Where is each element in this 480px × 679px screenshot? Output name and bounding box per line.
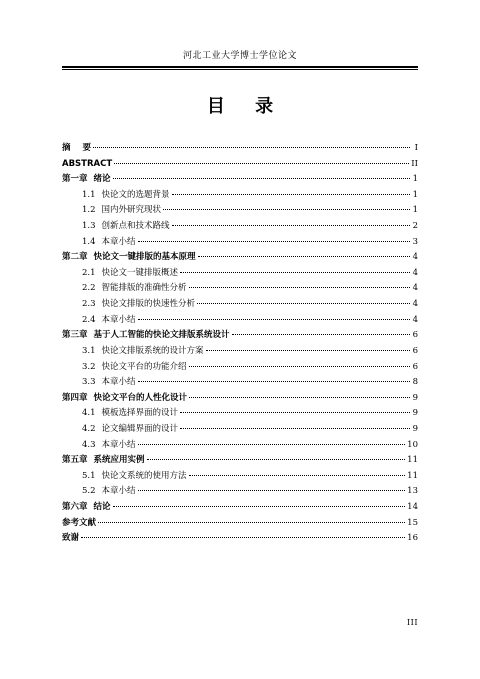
toc-entry-page: I — [414, 143, 418, 153]
toc-dot-leader — [98, 522, 405, 523]
toc-entry-number: 2.3 — [82, 299, 96, 310]
toc-entry-page: 8 — [412, 377, 418, 388]
toc-section-entry — [62, 203, 418, 219]
toc-entry-number: 1.1 — [82, 189, 96, 200]
toc-chapter-entry — [62, 453, 418, 469]
toc-entry-number: 1.4 — [82, 236, 96, 247]
toc-chapter-entry — [62, 328, 418, 344]
toc-section-entry — [62, 469, 418, 485]
running-header: 河北工业大学博士学位论文 — [182, 51, 297, 61]
toc-section-entry — [62, 297, 418, 313]
page-title: 目 录 — [206, 96, 286, 117]
toc-chapter-entry — [62, 531, 418, 547]
toc-entry-title: 本章小结 — [101, 439, 136, 450]
toc-dot-leader — [206, 350, 410, 351]
page-number: III — [407, 618, 418, 627]
toc-section-entry — [62, 219, 418, 235]
toc-entry-page: 4 — [412, 283, 418, 294]
toc-entry-number: 3.3 — [82, 377, 96, 388]
toc-entry-page: 6 — [412, 345, 418, 356]
toc-section-entry — [62, 188, 418, 204]
toc-entry-page: II — [411, 158, 418, 169]
toc-entry-page: 6 — [412, 330, 418, 341]
toc-dot-leader — [172, 225, 410, 226]
toc-entry-page: 4 — [412, 314, 418, 325]
toc-dot-leader — [138, 319, 410, 320]
toc-entry-page: 4 — [412, 252, 418, 263]
toc-entry-title: 快论文一键排版概述 — [101, 267, 179, 278]
toc-entry-title: 要 — [82, 143, 92, 153]
toc-section-entry — [62, 266, 418, 282]
toc-entry-title: 国内外研究现状 — [101, 205, 162, 216]
toc-dot-leader — [138, 490, 406, 491]
toc-entry-page: 4 — [412, 267, 418, 278]
toc-entry-page: 13 — [407, 486, 418, 497]
toc-section-entry — [62, 422, 418, 438]
toc-entry-number: 3.2 — [82, 361, 96, 372]
toc-entry-title: 快论文一键排版的基本原理 — [93, 252, 196, 263]
toc-entry-number: 5.1 — [82, 470, 96, 481]
toc-entry-title: 致谢 — [62, 533, 80, 544]
table-of-contents — [62, 141, 418, 547]
toc-dot-leader — [93, 147, 410, 148]
toc-section-entry — [62, 406, 418, 422]
toc-dot-leader — [189, 397, 410, 398]
toc-entry-number: 第四章 — [62, 392, 88, 403]
toc-dot-leader — [189, 475, 406, 476]
toc-dot-leader — [198, 256, 410, 257]
toc-entry-number: 第一章 — [62, 174, 88, 185]
toc-section-entry — [62, 438, 418, 454]
toc-dot-leader — [180, 412, 410, 413]
toc-entry-number: 2.2 — [82, 283, 96, 294]
toc-dot-leader — [189, 366, 410, 367]
toc-entry-page: 1 — [412, 205, 418, 216]
toc-entry-title: 本章小结 — [101, 486, 136, 497]
toc-entry-title: 本章小结 — [101, 377, 136, 388]
toc-entry-number: 4.3 — [82, 439, 96, 450]
toc-entry-page: 15 — [407, 517, 418, 528]
toc-entry-title: 论文编辑界面的设计 — [101, 423, 179, 434]
toc-dot-leader — [113, 506, 406, 507]
toc-entry-page: 3 — [412, 236, 418, 247]
toc-chapter-entry — [62, 157, 418, 173]
toc-entry-title: 快论文平台的功能介绍 — [101, 361, 187, 372]
toc-dot-leader — [180, 272, 410, 273]
toc-chapter-entry — [62, 516, 418, 532]
toc-entry-title: 快论文系统的使用方法 — [101, 470, 187, 481]
toc-entry-title: 本章小结 — [101, 314, 136, 325]
toc-chapter-entry — [62, 250, 418, 266]
toc-entry-title: 结论 — [93, 502, 111, 513]
toc-chapter-entry — [62, 141, 418, 157]
toc-entry-number: 第二章 — [62, 252, 88, 263]
toc-entry-page: 9 — [412, 408, 418, 419]
toc-entry-page: 2 — [412, 221, 418, 232]
header-rule — [62, 66, 418, 68]
toc-dot-leader — [232, 334, 410, 335]
toc-dot-leader — [180, 428, 410, 429]
toc-entry-page: 9 — [412, 392, 418, 403]
toc-chapter-entry — [62, 172, 418, 188]
toc-entry-title: 创新点和技术路线 — [101, 221, 170, 232]
toc-entry-number: 3.1 — [82, 345, 96, 356]
toc-entry-page: 16 — [407, 533, 418, 544]
toc-section-entry — [62, 344, 418, 360]
toc-entry-number: 4.1 — [82, 408, 96, 419]
toc-dot-leader — [81, 537, 405, 538]
toc-dot-leader — [138, 444, 406, 445]
toc-dot-leader — [138, 381, 410, 382]
toc-section-entry — [62, 235, 418, 251]
toc-section-entry — [62, 484, 418, 500]
toc-entry-title: 参考文献 — [62, 517, 97, 528]
toc-entry-number: 4.2 — [82, 423, 96, 434]
toc-entry-number: 第五章 — [62, 455, 88, 466]
toc-entry-title: 绪论 — [93, 174, 111, 185]
toc-entry-title: ABSTRACT — [62, 158, 113, 169]
toc-entry-title: 快论文排版的快速性分析 — [101, 299, 196, 310]
toc-entry-title: 基于人工智能的快论文排版系统设计 — [93, 330, 230, 341]
toc-entry-page: 11 — [407, 455, 418, 466]
toc-dot-leader — [138, 241, 410, 242]
toc-entry-title: 快论文的选题背景 — [101, 189, 170, 200]
toc-entry-title: 快论文平台的人性化设计 — [93, 392, 188, 403]
toc-entry-number: 2.4 — [82, 314, 96, 325]
toc-entry-title: 智能排版的准确性分析 — [101, 283, 187, 294]
toc-dot-leader — [114, 163, 409, 164]
toc-entry-page: 10 — [407, 439, 418, 450]
toc-dot-leader — [147, 459, 406, 460]
header-rule-thin — [62, 69, 418, 70]
toc-entry-title: 模板选择界面的设计 — [101, 408, 179, 419]
toc-entry-title: 系统应用实例 — [93, 455, 145, 466]
toc-entry-page: 14 — [407, 502, 418, 513]
toc-entry-page: 11 — [407, 470, 418, 481]
toc-section-entry — [62, 281, 418, 297]
toc-entry-page: 1 — [412, 174, 418, 185]
toc-entry-number: 1.3 — [82, 221, 96, 232]
toc-entry-number: 第三章 — [62, 330, 88, 341]
toc-entry-page: 1 — [412, 189, 418, 200]
toc-entry-number: 1.2 — [82, 205, 96, 216]
toc-entry-number: 2.1 — [82, 267, 96, 278]
toc-entry-page: 4 — [412, 299, 418, 310]
toc-section-entry — [62, 313, 418, 329]
toc-dot-leader — [163, 209, 410, 210]
toc-entry-page: 6 — [412, 361, 418, 372]
toc-chapter-entry — [62, 391, 418, 407]
toc-entry-number: 摘 — [62, 143, 71, 153]
toc-section-entry — [62, 360, 418, 376]
toc-entry-title: 本章小结 — [101, 236, 136, 247]
toc-dot-leader — [189, 287, 410, 288]
toc-entry-page: 9 — [412, 423, 418, 434]
toc-entry-title: 快论文排版系统的设计方案 — [101, 345, 204, 356]
toc-chapter-entry — [62, 500, 418, 516]
toc-section-entry — [62, 375, 418, 391]
toc-dot-leader — [113, 178, 410, 179]
toc-dot-leader — [197, 303, 410, 304]
toc-entry-number: 5.2 — [82, 486, 96, 497]
toc-entry-number: 第六章 — [62, 502, 88, 513]
toc-dot-leader — [172, 194, 410, 195]
